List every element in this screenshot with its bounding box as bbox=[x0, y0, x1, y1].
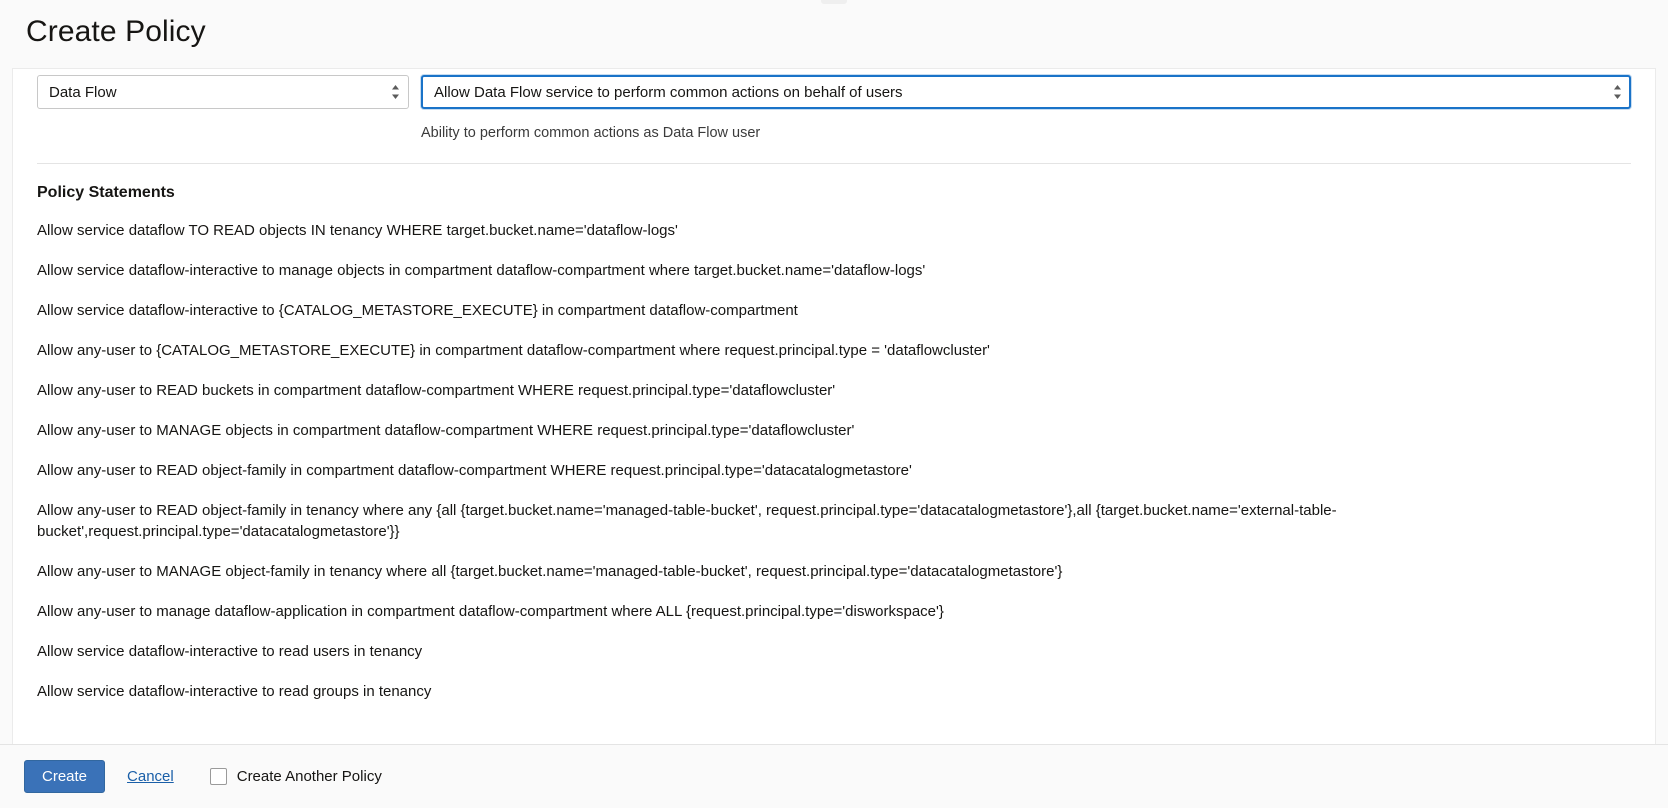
list-item: Allow any-user to MANAGE object-family in tenancy where all {target.bucket.name='managed-table-bucket', request.principal.type='datacatalogmetastore'} bbox=[37, 562, 1063, 580]
common-policy-template-field bbox=[421, 75, 1631, 109]
list-item: Allow any-user to READ object-family in tenancy where any {all {target.bucket.name='managed-table-bucket', request.principal.type='datacatalogmetastore'},all {target.bucket.name='external-table-bucket',request.principal.type='datacatalogmetastore'}} bbox=[37, 501, 1337, 540]
list-item: Allow service dataflow-interactive to {CATALOG_METASTORE_EXECUTE} in compartment dataflow-compartment bbox=[37, 301, 798, 319]
dialog-drag-nub bbox=[821, 0, 847, 4]
dialog-footer bbox=[0, 744, 1668, 808]
policy-statements-title: Policy Statements bbox=[37, 184, 175, 201]
template-helper-text: Ability to perform common actions as Data Flow user bbox=[421, 125, 761, 141]
dialog-scroll-area[interactable] bbox=[13, 69, 1655, 744]
create-another-policy-group bbox=[210, 768, 382, 785]
list-item: Allow service dataflow-interactive to read users in tenancy bbox=[37, 642, 423, 660]
section-divider bbox=[37, 163, 1631, 164]
common-policy-template-select[interactable]: Allow Data Flow service to perform common actions on behalf of users bbox=[421, 75, 1631, 109]
page-title: Create Policy bbox=[26, 15, 206, 48]
dialog-body bbox=[12, 68, 1656, 744]
list-item: Allow service dataflow TO READ objects IN tenancy WHERE target.bucket.name='dataflow-logs' bbox=[37, 221, 678, 239]
list-item: Allow any-user to MANAGE objects in compartment dataflow-compartment WHERE request.principal.type='dataflowcluster' bbox=[37, 421, 855, 439]
policy-statements-list bbox=[37, 210, 1631, 711]
policy-selects-row bbox=[37, 69, 1631, 109]
list-item: Allow any-user to READ object-family in compartment dataflow-compartment WHERE request.principal.type='datacatalogmetastore' bbox=[37, 461, 912, 479]
cancel-button[interactable]: Cancel bbox=[123, 768, 178, 785]
list-item: Allow service dataflow-interactive to read groups in tenancy bbox=[37, 682, 432, 700]
create-button[interactable]: Create bbox=[24, 760, 105, 793]
list-item: Allow any-user to READ buckets in compartment dataflow-compartment WHERE request.principal.type='dataflowcluster' bbox=[37, 381, 836, 399]
create-another-policy-checkbox[interactable] bbox=[210, 768, 227, 785]
list-item: Allow service dataflow-interactive to manage objects in compartment dataflow-compartment where target.bucket.name='dataflow-logs' bbox=[37, 261, 926, 279]
dialog-header bbox=[0, 0, 1668, 68]
create-another-policy-label: Create Another Policy bbox=[236, 768, 382, 785]
policy-use-case-select[interactable]: Data Flow bbox=[37, 75, 409, 109]
policy-use-case-field bbox=[37, 75, 409, 109]
list-item: Allow any-user to manage dataflow-application in compartment dataflow-compartment where ALL {request.principal.type='disworkspace'} bbox=[37, 602, 944, 620]
list-item: Allow any-user to {CATALOG_METASTORE_EXECUTE} in compartment dataflow-compartment where request.principal.type = 'dataflowcluster' bbox=[37, 341, 990, 359]
